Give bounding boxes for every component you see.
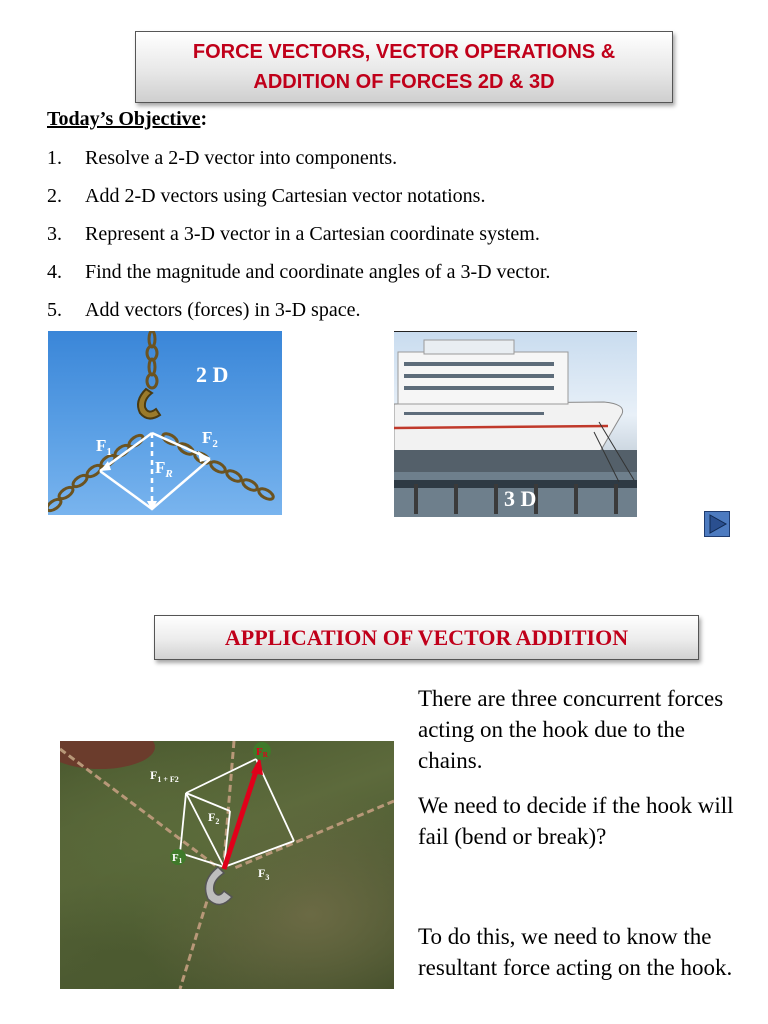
chain-hook-2d-image <box>48 331 282 515</box>
fr-label: FR <box>256 746 268 759</box>
hook-shape <box>206 867 232 905</box>
list-item <box>47 259 727 297</box>
dock-structure <box>394 450 637 472</box>
list-item-number: 5. <box>47 299 62 321</box>
list-item-number: 2. <box>47 185 62 207</box>
objective-heading-colon: : <box>200 108 208 130</box>
objective-heading-text: Today’s Objective <box>47 108 201 130</box>
list-item-text: Resolve a 2-D vector into components. <box>85 147 398 169</box>
title-line-1: FORCE VECTORS, VECTOR OPERATIONS & <box>192 41 616 63</box>
list-item-number: 1. <box>47 147 62 169</box>
f2-label: $F_2$ <box>202 428 218 450</box>
paragraph-concurrent-forces: There are three concurrent forces acting on the hook due to the chains. <box>418 686 724 773</box>
right-chain <box>161 432 275 502</box>
objectives-list <box>47 145 727 335</box>
top-chain <box>147 331 157 388</box>
application-title: APPLICATION OF VECTOR ADDITION <box>224 624 629 650</box>
f1-plus-f2-label: $F_{1 + F}2$ <box>150 768 179 784</box>
list-item-text: Represent a 3-D vector in a Cartesian coordinate system. <box>85 223 540 245</box>
paragraph-resultant: To do this, we need to know the resultant force acting on the hook. <box>418 924 733 980</box>
hook-shape <box>138 389 160 419</box>
f3-label: $F_3$ <box>258 866 270 882</box>
triangle-right-icon <box>705 512 729 536</box>
list-item <box>47 297 727 335</box>
list-item <box>47 183 727 221</box>
list-item-number: 3. <box>47 223 62 245</box>
list-item-text: Add 2-D vectors using Cartesian vector notations. <box>85 185 486 207</box>
list-item-text: Add vectors (forces) in 3-D space. <box>85 299 361 321</box>
hook-forces-illustration <box>60 741 394 989</box>
application-title-box <box>154 615 699 660</box>
list-item <box>47 145 727 183</box>
title-box <box>135 31 673 103</box>
bush-shape <box>60 741 155 769</box>
title-line-2: ADDITION OF FORCES 2D & 3D <box>253 71 555 93</box>
f1-label: $F_1$ <box>96 436 112 458</box>
next-slide-button[interactable] <box>704 511 730 537</box>
fr-label: $F_R$ <box>155 458 173 480</box>
f1-label: F1 <box>172 852 183 865</box>
label-3d: 3 D <box>504 486 537 511</box>
list-item <box>47 221 727 259</box>
chain-hook-2d-illustration <box>48 331 282 515</box>
ship-top-deck <box>424 340 514 354</box>
hook-chains-photo <box>60 741 394 989</box>
label-2d: 2 D <box>196 362 229 387</box>
paragraph-hook-fail: We need to decide if the hook will fail (bend or break)? <box>418 793 734 849</box>
f2-label: $F_2$ <box>208 810 220 826</box>
list-item-number: 4. <box>47 261 62 283</box>
objective-heading <box>47 108 207 131</box>
list-item-text: Find the magnitude and coordinate angles of a 3-D vector. <box>85 261 551 283</box>
